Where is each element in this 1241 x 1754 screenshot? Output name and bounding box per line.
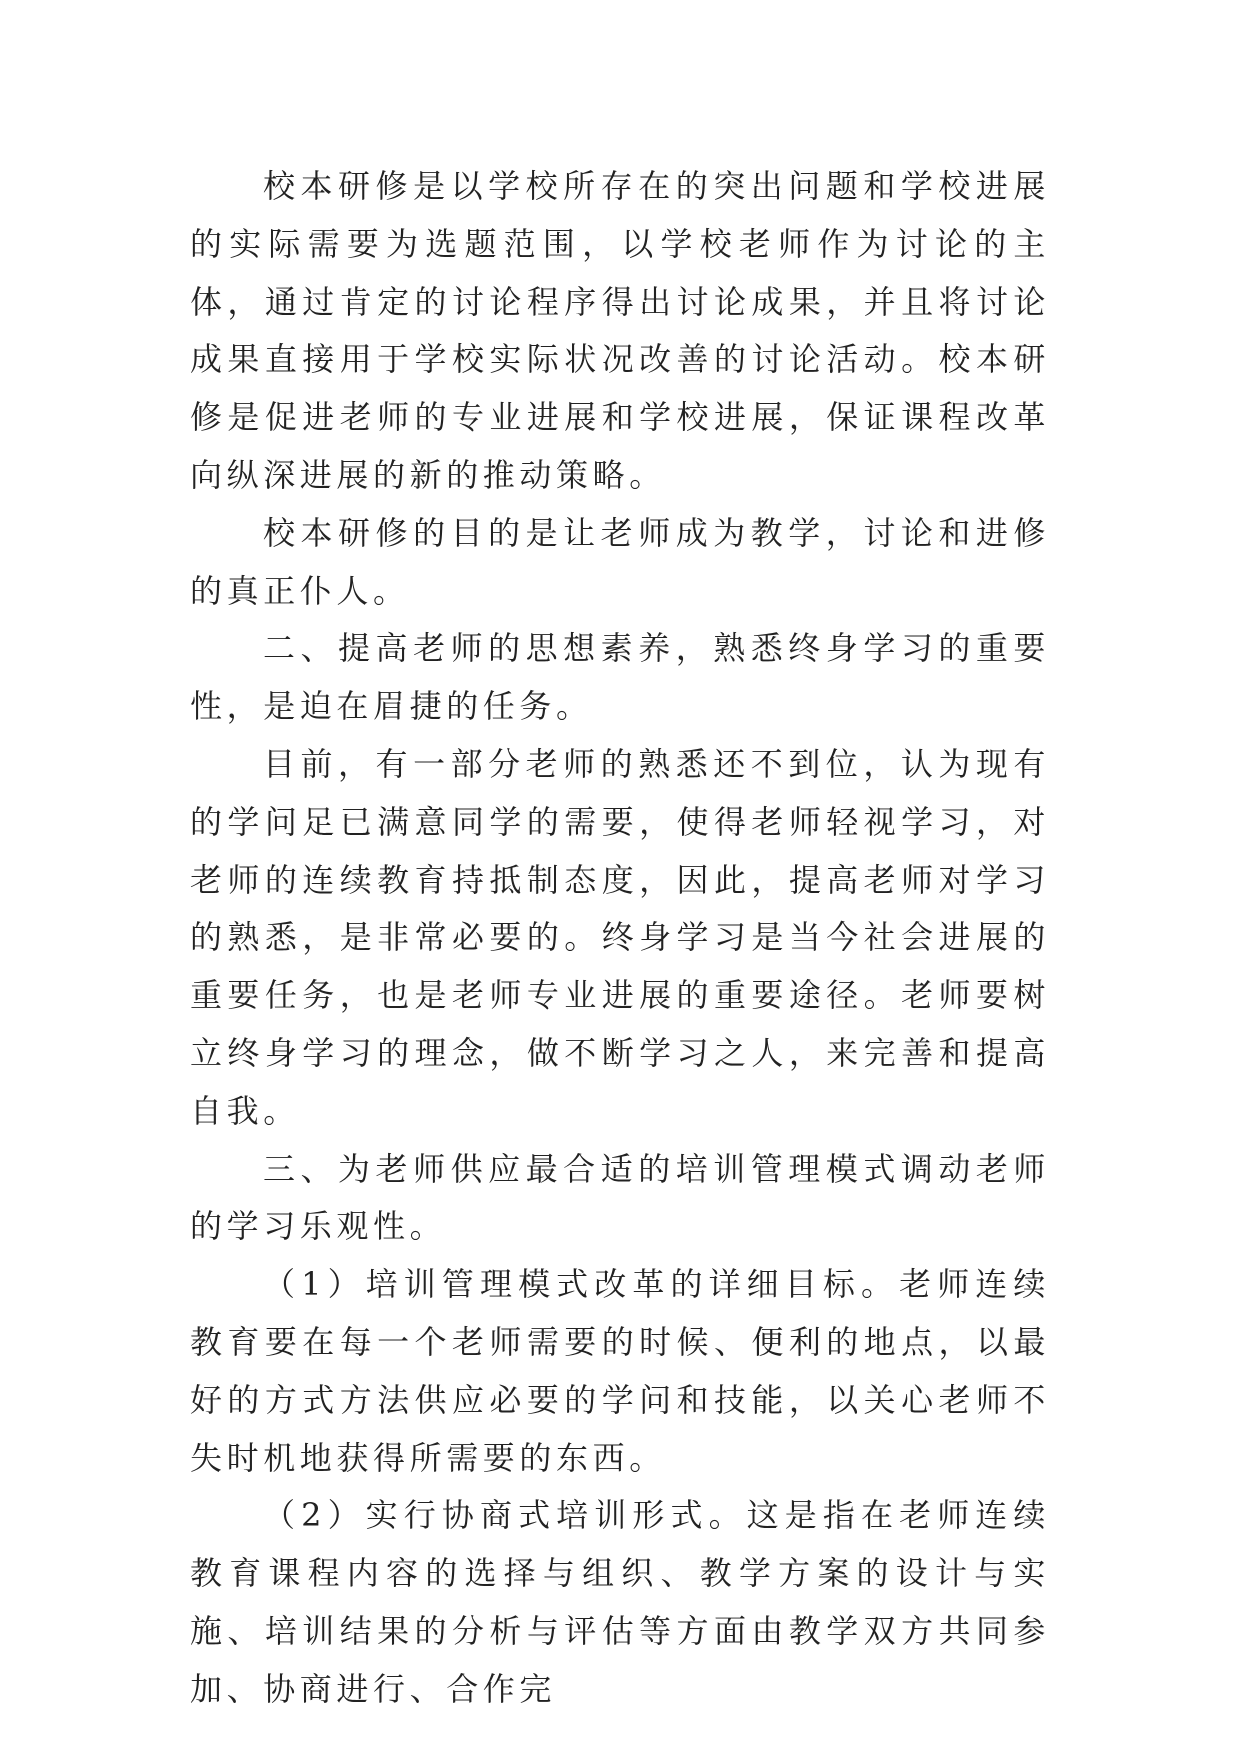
heading-section-three: 三、为老师供应最合适的培训管理模式调动老师的学习乐观性。 — [190, 1149, 1050, 1246]
paragraph-intro: 校本研修是以学校所存在的突出问题和学校进展的实际需要为选题范围，以学校老师作为讨论的主体，通过肯定的讨论程序得出讨论成果，并且将讨论成果直接用于学校实际状况改善的讨论活动。校本研修是促进老师的专业进展和学校进展，保证课程改革向纵深进展的新的推动策略。 — [190, 167, 1050, 494]
document-body — [190, 158, 1050, 1719]
paragraph-purpose: 校本研修的目的是让老师成为教学，讨论和进修的真正仆人。 — [190, 513, 1050, 610]
heading-section-two: 二、提高老师的思想素养，熟悉终身学习的重要性，是迫在眉捷的任务。 — [190, 629, 1050, 726]
paragraph-item-1: （1）培训管理模式改革的详细目标。老师连续教育要在每一个老师需要的时候、便利的地点，以最好的方式方法供应必要的学问和技能，以关心老师不失时机地获得所需要的东西。 — [190, 1265, 1050, 1477]
paragraph-item-2: （2）实行协商式培训形式。这是指在老师连续教育课程内容的选择与组织、教学方案的设计与实施、培训结果的分析与评估等方面由教学双方共同参加、协商进行、合作完 — [190, 1496, 1050, 1708]
paragraph-lifelong-learning: 目前，有一部分老师的熟悉还不到位，认为现有的学问足已满意同学的需要，使得老师轻视学习，对老师的连续教育持抵制态度，因此，提高老师对学习的熟悉，是非常必要的。终身学习是当今社会进展的重要任务，也是老师专业进展的重要途径。老师要树立终身学习的理念，做不断学习之人，来完善和提高自我。 — [190, 744, 1050, 1130]
